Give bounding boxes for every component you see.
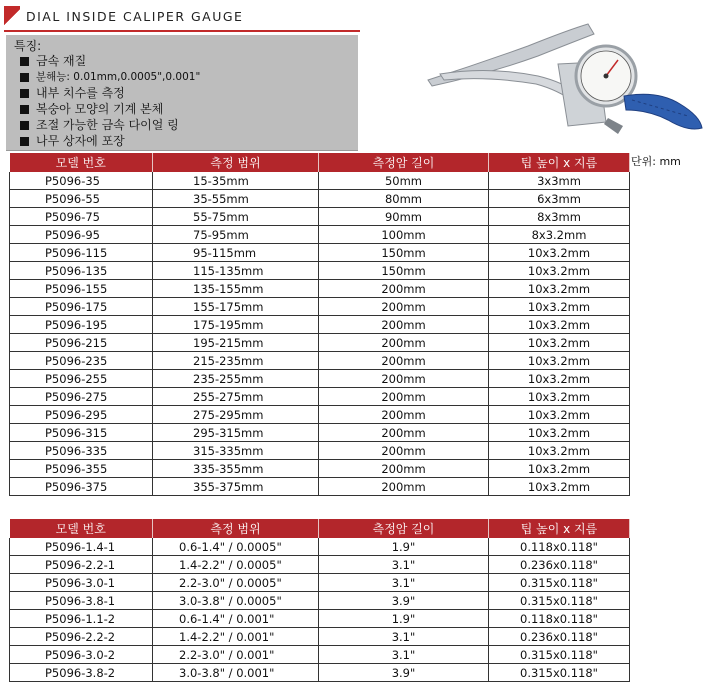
cell-model: P5096-2.2-2 [10, 628, 153, 646]
feature-item: 복숭아 모양의 기계 본체 [20, 101, 200, 117]
column-header-model: 모델 번호 [10, 153, 153, 172]
cell-arm-length: 50mm [319, 172, 489, 190]
inch-spec-table [9, 519, 630, 682]
dial-caliper-product-image [418, 4, 708, 150]
cell-range: 0.6-1.4" / 0.001" [153, 610, 319, 628]
cell-range: 35-55mm [153, 190, 319, 208]
cell-model: P5096-1.4-1 [10, 538, 153, 556]
cell-arm-length: 3.1" [319, 646, 489, 664]
cell-tip: 0.315x0.118" [489, 592, 630, 610]
cell-arm-length: 80mm [319, 190, 489, 208]
cell-arm-length: 3.9" [319, 664, 489, 682]
cell-arm-length: 1.9" [319, 538, 489, 556]
cell-model: P5096-2.2-1 [10, 556, 153, 574]
bullet-square-icon [20, 105, 29, 114]
table-row [10, 538, 630, 556]
table-row [10, 556, 630, 574]
cell-range: 1.4-2.2" / 0.0005" [153, 556, 319, 574]
cell-model: P5096-335 [10, 442, 153, 460]
cell-tip: 6x3mm [489, 190, 630, 208]
features-box [6, 35, 358, 151]
cell-tip: 0.315x0.118" [489, 664, 630, 682]
cell-arm-length: 200mm [319, 424, 489, 442]
cell-model: P5096-175 [10, 298, 153, 316]
cell-arm-length: 200mm [319, 478, 489, 496]
cell-arm-length: 200mm [319, 460, 489, 478]
column-header-arm-length: 측정암 길이 [319, 153, 489, 172]
bullet-square-icon [20, 57, 29, 66]
table-row [10, 352, 630, 370]
feature-item: 나무 상자에 포장 [20, 133, 200, 149]
cell-model: P5096-75 [10, 208, 153, 226]
cell-model: P5096-35 [10, 172, 153, 190]
cell-range: 2.2-3.0" / 0.001" [153, 646, 319, 664]
cell-tip: 0.118x0.118" [489, 538, 630, 556]
cell-arm-length: 200mm [319, 388, 489, 406]
table-row [10, 610, 630, 628]
cell-range: 295-315mm [153, 424, 319, 442]
cell-tip: 10x3.2mm [489, 316, 630, 334]
cell-range: 1.4-2.2" / 0.001" [153, 628, 319, 646]
table-row [10, 424, 630, 442]
bullet-square-icon [20, 73, 29, 82]
cell-tip: 10x3.2mm [489, 406, 630, 424]
cell-model: P5096-55 [10, 190, 153, 208]
cell-tip: 10x3.2mm [489, 298, 630, 316]
column-header-arm-length: 측정암 길이 [319, 519, 489, 538]
table-row [10, 226, 630, 244]
cell-arm-length: 3.9" [319, 592, 489, 610]
cell-range: 335-355mm [153, 460, 319, 478]
table-row [10, 406, 630, 424]
table-row [10, 208, 630, 226]
cell-model: P5096-275 [10, 388, 153, 406]
cell-arm-length: 3.1" [319, 574, 489, 592]
cell-tip: 8x3mm [489, 208, 630, 226]
unit-label: 단위: mm [631, 155, 681, 168]
cell-tip: 10x3.2mm [489, 388, 630, 406]
features-title: 특징: [14, 39, 42, 53]
cell-arm-length: 200mm [319, 298, 489, 316]
bullet-square-icon [20, 121, 29, 130]
cell-range: 0.6-1.4" / 0.0005" [153, 538, 319, 556]
cell-arm-length: 200mm [319, 352, 489, 370]
table-row [10, 478, 630, 496]
bullet-square-icon [20, 137, 29, 146]
column-header-tip: 팁 높이 x 지름 [489, 519, 630, 538]
table-row [10, 646, 630, 664]
cell-model: P5096-115 [10, 244, 153, 262]
cell-tip: 0.118x0.118" [489, 610, 630, 628]
cell-model: P5096-375 [10, 478, 153, 496]
cell-model: P5096-3.8-2 [10, 664, 153, 682]
cell-arm-length: 100mm [319, 226, 489, 244]
table-row [10, 664, 630, 682]
cell-arm-length: 3.1" [319, 556, 489, 574]
cell-tip: 0.315x0.118" [489, 646, 630, 664]
cell-tip: 10x3.2mm [489, 478, 630, 496]
feature-item: 금속 재질 [20, 53, 200, 69]
cell-range: 95-115mm [153, 244, 319, 262]
cell-range: 315-335mm [153, 442, 319, 460]
table-row [10, 628, 630, 646]
cell-tip: 0.315x0.118" [489, 574, 630, 592]
cell-tip: 10x3.2mm [489, 352, 630, 370]
cell-arm-length: 150mm [319, 244, 489, 262]
table-row [10, 388, 630, 406]
column-header-range: 측정 범위 [153, 519, 319, 538]
table-row [10, 244, 630, 262]
cell-model: P5096-295 [10, 406, 153, 424]
column-header-model: 모델 번호 [10, 519, 153, 538]
cell-model: P5096-3.8-1 [10, 592, 153, 610]
cell-tip: 10x3.2mm [489, 262, 630, 280]
column-header-range: 측정 범위 [153, 153, 319, 172]
cell-arm-length: 90mm [319, 208, 489, 226]
cell-arm-length: 200mm [319, 316, 489, 334]
cell-model: P5096-95 [10, 226, 153, 244]
cell-tip: 0.236x0.118" [489, 556, 630, 574]
cell-range: 115-135mm [153, 262, 319, 280]
cell-model: P5096-1.1-2 [10, 610, 153, 628]
cell-model: P5096-135 [10, 262, 153, 280]
cell-arm-length: 200mm [319, 442, 489, 460]
cell-model: P5096-235 [10, 352, 153, 370]
bullet-square-icon [20, 89, 29, 98]
cell-range: 3.0-3.8" / 0.0005" [153, 592, 319, 610]
cell-arm-length: 150mm [319, 262, 489, 280]
cell-tip: 8x3.2mm [489, 226, 630, 244]
cell-tip: 10x3.2mm [489, 334, 630, 352]
table-header-row [10, 153, 630, 172]
cell-model: P5096-215 [10, 334, 153, 352]
cell-range: 15-35mm [153, 172, 319, 190]
cell-tip: 10x3.2mm [489, 442, 630, 460]
table-row [10, 334, 630, 352]
cell-tip: 3x3mm [489, 172, 630, 190]
table-row [10, 316, 630, 334]
table-row [10, 442, 630, 460]
table-row [10, 574, 630, 592]
features-list [20, 53, 200, 149]
table-row [10, 460, 630, 478]
cell-model: P5096-195 [10, 316, 153, 334]
cell-range: 195-215mm [153, 334, 319, 352]
feature-item: 분해능: 0.01mm,0.0005",0.001" [20, 69, 200, 85]
table-row [10, 280, 630, 298]
cell-tip: 10x3.2mm [489, 370, 630, 388]
cell-range: 135-155mm [153, 280, 319, 298]
table-row [10, 298, 630, 316]
cell-range: 275-295mm [153, 406, 319, 424]
cell-arm-length: 200mm [319, 280, 489, 298]
feature-item: 내부 치수를 측정 [20, 85, 200, 101]
cell-range: 235-255mm [153, 370, 319, 388]
header-accent-triangle [4, 6, 20, 28]
cell-arm-length: 200mm [319, 370, 489, 388]
table-row [10, 592, 630, 610]
cell-model: P5096-255 [10, 370, 153, 388]
cell-arm-length: 200mm [319, 406, 489, 424]
header-underline [4, 30, 360, 32]
page-title: DIAL INSIDE CALIPER GAUGE [26, 9, 244, 24]
cell-range: 3.0-3.8" / 0.001" [153, 664, 319, 682]
cell-tip: 10x3.2mm [489, 460, 630, 478]
cell-range: 75-95mm [153, 226, 319, 244]
cell-range: 175-195mm [153, 316, 319, 334]
cell-arm-length: 200mm [319, 334, 489, 352]
cell-range: 255-275mm [153, 388, 319, 406]
column-header-tip: 팁 높이 x 지름 [489, 153, 630, 172]
cell-tip: 10x3.2mm [489, 280, 630, 298]
cell-model: P5096-3.0-1 [10, 574, 153, 592]
cell-tip: 10x3.2mm [489, 424, 630, 442]
cell-tip: 0.236x0.118" [489, 628, 630, 646]
cell-model: P5096-315 [10, 424, 153, 442]
cell-range: 2.2-3.0" / 0.0005" [153, 574, 319, 592]
cell-model: P5096-3.0-2 [10, 646, 153, 664]
cell-range: 55-75mm [153, 208, 319, 226]
cell-range: 215-235mm [153, 352, 319, 370]
cell-range: 155-175mm [153, 298, 319, 316]
cell-arm-length: 1.9" [319, 610, 489, 628]
table-row [10, 190, 630, 208]
cell-range: 355-375mm [153, 478, 319, 496]
metric-spec-table [9, 153, 630, 496]
cell-tip: 10x3.2mm [489, 244, 630, 262]
table-row [10, 262, 630, 280]
table-row [10, 370, 630, 388]
feature-item: 조절 가능한 금속 다이얼 링 [20, 117, 200, 133]
cell-model: P5096-355 [10, 460, 153, 478]
cell-model: P5096-155 [10, 280, 153, 298]
table-row [10, 172, 630, 190]
cell-arm-length: 3.1" [319, 628, 489, 646]
table-header-row [10, 519, 630, 538]
